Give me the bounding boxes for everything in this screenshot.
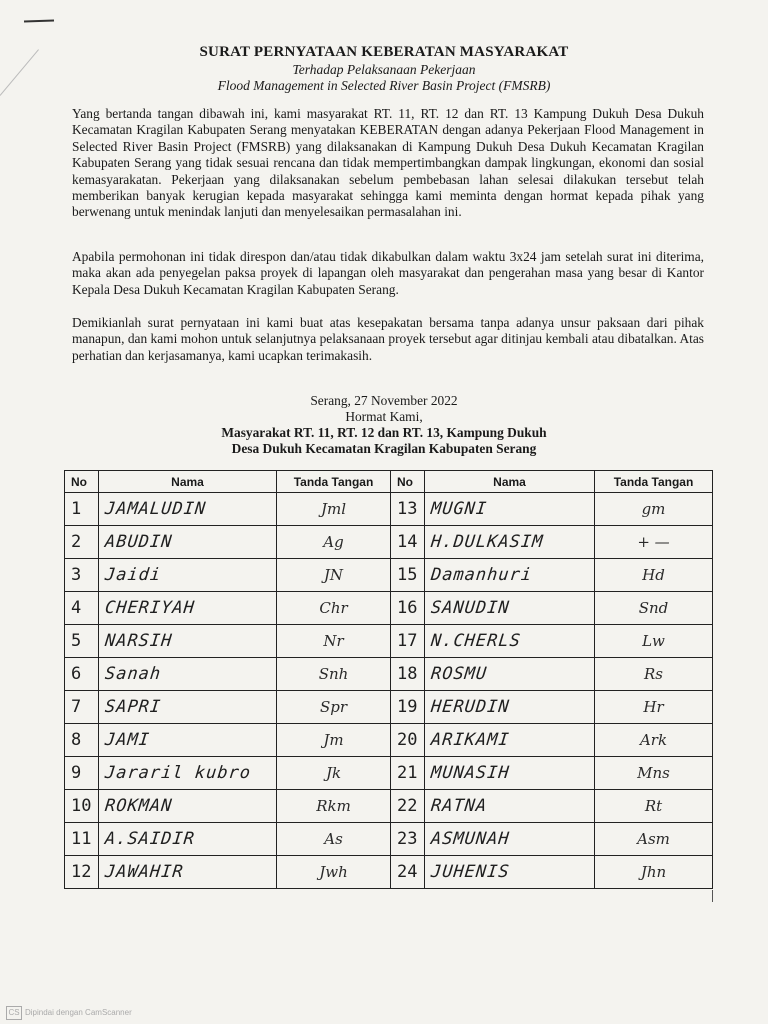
signature: Asm <box>637 830 670 848</box>
scanner-watermark: Dipindai dengan CamScanner <box>25 1008 132 1018</box>
signature-cell <box>277 724 391 757</box>
row-number-cell <box>65 658 99 691</box>
signature-cell <box>595 625 713 658</box>
signature-cell <box>595 823 713 856</box>
table-row <box>65 493 713 526</box>
signature: Jml <box>320 500 347 518</box>
signer-name: Jararil kubro <box>103 763 253 783</box>
row-number: 4 <box>71 598 82 618</box>
signature: Rs <box>644 665 663 683</box>
row-number: 9 <box>71 763 82 783</box>
signature: Ag <box>323 533 344 551</box>
row-number: 8 <box>71 730 82 750</box>
signer-name-cell <box>425 625 595 658</box>
signature-cell <box>277 592 391 625</box>
row-number-cell <box>65 559 99 592</box>
signer-name-cell <box>425 526 595 559</box>
table-row <box>65 559 713 592</box>
row-number-cell <box>65 691 99 724</box>
row-number: 1 <box>71 499 82 519</box>
row-number: 24 <box>397 862 418 882</box>
signature-cell <box>595 724 713 757</box>
signature: As <box>324 830 343 848</box>
signature: Jhn <box>640 863 667 881</box>
signer-name: ROSMU <box>429 664 489 684</box>
signature-cell <box>595 526 713 559</box>
signer-name-cell <box>99 559 277 592</box>
row-number: 22 <box>397 796 418 816</box>
document-title: SURAT PERNYATAAN KEBERATAN MASYARAKAT <box>199 44 569 60</box>
signer-name-cell <box>99 823 277 856</box>
signature-cell <box>595 592 713 625</box>
signer-name-cell <box>425 757 595 790</box>
header-signature: Tanda Tangan <box>277 471 391 493</box>
row-number-cell <box>65 724 99 757</box>
signature-cell <box>277 823 391 856</box>
signer-name-cell <box>99 790 277 823</box>
row-number-cell <box>65 625 99 658</box>
signer-name: MUGNI <box>429 499 489 519</box>
scanner-footer <box>6 1006 132 1020</box>
signer-name: ABUDIN <box>103 532 174 552</box>
signer-name-cell <box>425 823 595 856</box>
signature-cell <box>277 625 391 658</box>
signer-name: JUHENIS <box>429 862 511 882</box>
signer-name: RATNA <box>429 796 489 816</box>
header-no-2: No <box>391 471 425 493</box>
row-number: 18 <box>397 664 418 684</box>
signature: Jwh <box>319 863 348 881</box>
signature: Mns <box>637 764 670 782</box>
row-number-cell <box>391 526 425 559</box>
row-number-cell <box>65 592 99 625</box>
row-number: 10 <box>71 796 92 816</box>
row-number: 17 <box>397 631 418 651</box>
signature: Hr <box>643 698 664 716</box>
signer-name-cell <box>99 658 277 691</box>
paragraph-statement: Yang bertanda tangan dibawah ini, kami masyarakat RT. 11, RT. 12 dan RT. 13 Kampung Dukuh Desa Dukuh Kecamatan Kragilan Kabupaten Serang menyatakan KEBERATAN dengan adanya Pekerjaan Flood Management in Selected River Basin Project (FMSRB) yang dilaksanakan di Kampung Dukuh Desa Dukuh Kecamatan Kragilan Kabupaten Serang yang tidak sesuai rencana dan tidak mempertimbangkan dampak lingkungan, ekonomi dan sosial kemasyarakatan. Pekerjaan yang dilaksanakan sebelum pembebasan lahan selesai dilakukan tersebut telah memberikan banyak kerugian kepada masyarakat sehingga kami meminta dengan hormat kepada pihak yang berwenang untuk menindak lanjuti dan menyelesaikan permasalahan ini. <box>72 106 704 220</box>
header-name-2: Nama <box>425 471 595 493</box>
row-number-cell <box>391 790 425 823</box>
signature-cell <box>277 658 391 691</box>
row-number-cell <box>391 724 425 757</box>
signer-name-cell <box>99 724 277 757</box>
signature-cell <box>277 526 391 559</box>
row-number-cell <box>391 658 425 691</box>
regards: Hormat Kami, <box>345 409 423 424</box>
row-number: 23 <box>397 829 418 849</box>
signer-name: ARIKAMI <box>429 730 511 750</box>
signer-name-cell <box>99 856 277 889</box>
signature-cell <box>595 790 713 823</box>
signer-name-cell <box>99 757 277 790</box>
signature: Rkm <box>316 797 351 815</box>
signer-name-cell <box>425 790 595 823</box>
signature: Spr <box>319 698 348 716</box>
row-number: 13 <box>397 499 418 519</box>
row-number-cell <box>391 691 425 724</box>
table-row <box>65 823 713 856</box>
signature-cell <box>277 790 391 823</box>
signer-name: NARSIH <box>103 631 174 651</box>
signature-cell <box>595 658 713 691</box>
table-header-row <box>65 471 713 493</box>
signer-name: Sanah <box>103 664 163 684</box>
signer-name-cell <box>99 691 277 724</box>
row-number-cell <box>65 823 99 856</box>
signer-name-cell <box>425 691 595 724</box>
row-number-cell <box>65 856 99 889</box>
signer-name-cell <box>99 493 277 526</box>
signer-name: H.DULKASIM <box>429 532 545 552</box>
row-number-cell <box>391 757 425 790</box>
village-name: Desa Dukuh Kecamatan Kragilan Kabupaten Serang <box>231 441 537 456</box>
row-number-cell <box>65 757 99 790</box>
signature-cell <box>595 493 713 526</box>
scan-mark <box>24 19 54 22</box>
signer-name-cell <box>425 658 595 691</box>
signer-name: ROKMAN <box>103 796 174 816</box>
table-row <box>65 526 713 559</box>
signature: JN <box>323 566 344 584</box>
row-number-cell <box>391 592 425 625</box>
signer-name-cell <box>425 559 595 592</box>
signer-name: ASMUNAH <box>429 829 511 849</box>
signature-table <box>64 470 713 889</box>
signer-name-cell <box>425 493 595 526</box>
page-mark <box>712 890 713 902</box>
community-name: Masyarakat RT. 11, RT. 12 dan RT. 13, Kampung Dukuh <box>221 425 547 440</box>
signer-name: HERUDIN <box>429 697 511 717</box>
camscanner-logo-icon: CS <box>6 1006 22 1020</box>
paragraph-closing: Demikianlah surat pernyataan ini kami buat atas kesepakatan bersama tanpa adanya unsur paksaan dari pihak manapun, dan kami mohon untuk selanjutnya pelaksanaan proyek tersebut agar ditinjau kembali atau dibatalkan. Atas perhatian dan kerjasamanya, kami ucapkan terimakasih. <box>72 315 704 363</box>
place-date: Serang, 27 November 2022 <box>310 393 458 408</box>
signer-name: JAMALUDIN <box>103 499 208 519</box>
row-number-cell <box>391 625 425 658</box>
signature: Jk <box>325 764 342 782</box>
signature: + — <box>637 533 670 551</box>
signer-name: CHERIYAH <box>103 598 196 618</box>
signature: Snh <box>318 665 349 683</box>
signature-cell <box>277 559 391 592</box>
signer-name: A.SAIDIR <box>103 829 196 849</box>
row-number: 15 <box>397 565 418 585</box>
row-number: 3 <box>71 565 82 585</box>
signer-name-cell <box>425 724 595 757</box>
signer-name-cell <box>425 592 595 625</box>
table-row <box>65 592 713 625</box>
row-number: 16 <box>397 598 418 618</box>
row-number: 6 <box>71 664 82 684</box>
table-row <box>65 658 713 691</box>
signature: Nr <box>323 632 344 650</box>
paragraph-warning: Apabila permohonan ini tidak direspon dan/atau tidak dikabulkan dalam waktu 3x24 jam setelah surat ini diterima, maka akan ada penyegelan paksa proyek di lapangan oleh masyarakat dan pengerahan masa yang besar di Kantor Kepala Desa Dukuh Kecamatan Kragilan Kabupaten Serang. <box>72 249 704 297</box>
signer-name: SANUDIN <box>429 598 511 618</box>
signer-name-cell <box>99 526 277 559</box>
row-number: 2 <box>71 532 82 552</box>
signature-cell <box>595 691 713 724</box>
row-number-cell <box>391 493 425 526</box>
table-row <box>65 625 713 658</box>
table-row <box>65 691 713 724</box>
row-number-cell <box>65 493 99 526</box>
signature: Lw <box>642 632 665 650</box>
header-name: Nama <box>99 471 277 493</box>
signer-name-cell <box>425 856 595 889</box>
row-number: 14 <box>397 532 418 552</box>
header-signature-2: Tanda Tangan <box>595 471 713 493</box>
row-number-cell <box>65 790 99 823</box>
row-number-cell <box>391 823 425 856</box>
row-number-cell <box>391 856 425 889</box>
project-name: Flood Management in Selected River Basin Project (FMSRB) <box>217 78 551 93</box>
signature-cell <box>595 856 713 889</box>
signature: Ark <box>639 731 668 749</box>
signature-cell <box>595 757 713 790</box>
signer-name: N.CHERLS <box>429 631 522 651</box>
signer-name: SAPRI <box>103 697 163 717</box>
signature: Hd <box>642 566 665 584</box>
document-subtitle: Terhadap Pelaksanaan Pekerjaan <box>292 62 476 77</box>
table-row <box>65 724 713 757</box>
signer-name-cell <box>99 592 277 625</box>
signature: Snd <box>638 599 669 617</box>
signature: gm <box>641 500 666 518</box>
signature-cell <box>277 493 391 526</box>
row-number-cell <box>65 526 99 559</box>
row-number: 21 <box>397 763 418 783</box>
signer-name-cell <box>99 625 277 658</box>
table-row <box>65 856 713 889</box>
signature-cell <box>277 856 391 889</box>
signature-cell <box>277 757 391 790</box>
signer-name: JAMI <box>103 730 152 750</box>
row-number: 20 <box>397 730 418 750</box>
signer-name: MUNASIH <box>429 763 511 783</box>
row-number: 12 <box>71 862 92 882</box>
row-number: 7 <box>71 697 82 717</box>
signer-name: JAWAHIR <box>103 862 185 882</box>
table-row <box>65 757 713 790</box>
signer-name: Jaidi <box>103 565 163 585</box>
signature-cell <box>595 559 713 592</box>
row-number-cell <box>391 559 425 592</box>
row-number: 5 <box>71 631 82 651</box>
header-no: No <box>65 471 99 493</box>
signature: Chr <box>319 599 348 617</box>
row-number: 19 <box>397 697 418 717</box>
row-number: 11 <box>71 829 92 849</box>
signature: Rt <box>644 797 663 815</box>
signature-cell <box>277 691 391 724</box>
signer-name: Damanhuri <box>429 565 534 585</box>
table-row <box>65 790 713 823</box>
signature: Jm <box>323 731 344 749</box>
